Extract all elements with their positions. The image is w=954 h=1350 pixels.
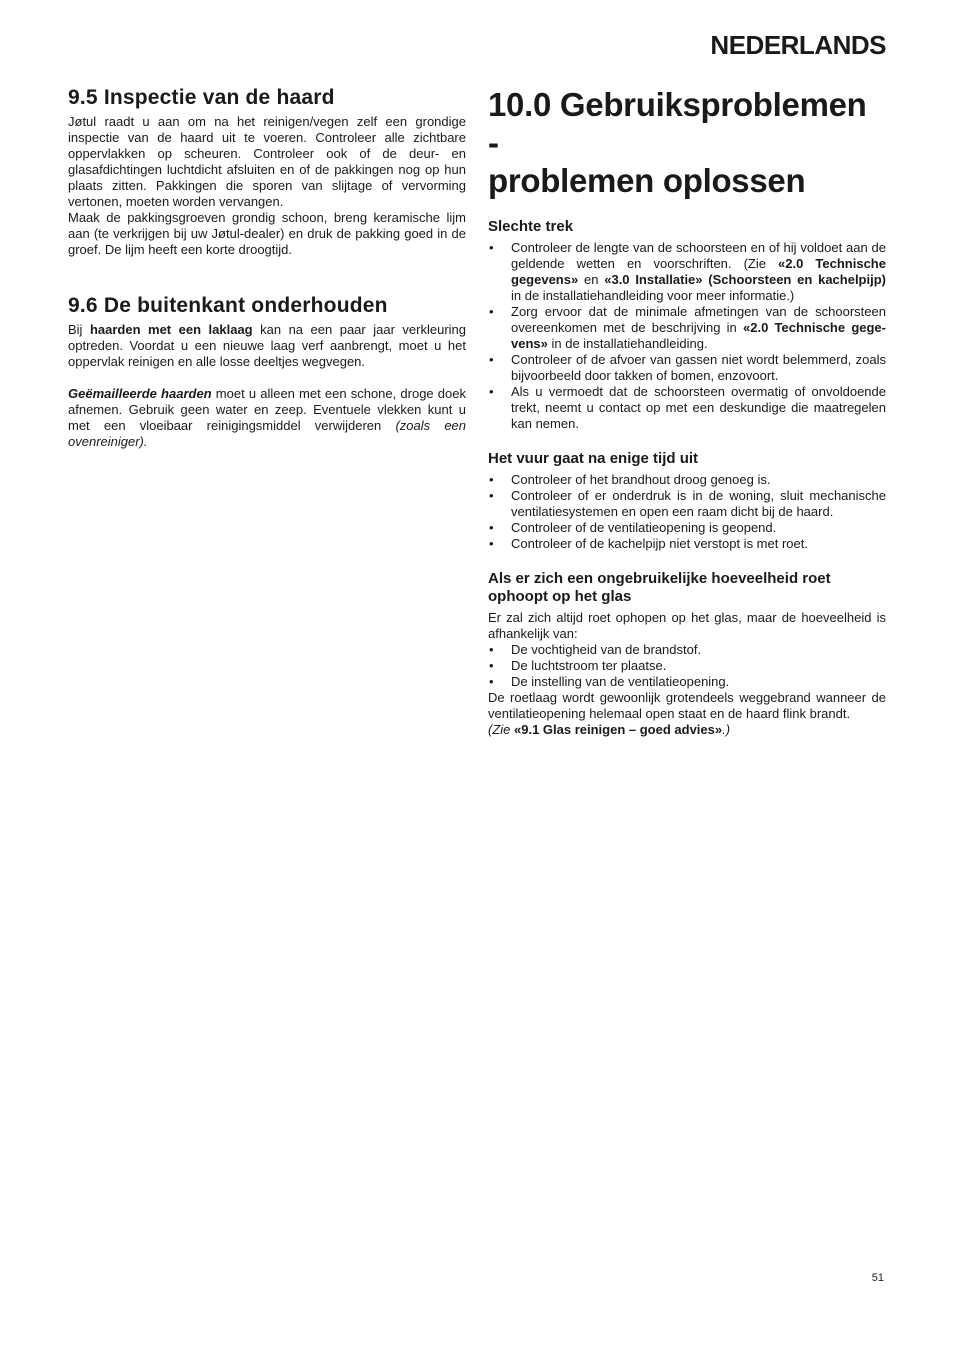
chapter-10-title: 10.0 Gebruiksproblemen - problemen oplossen	[488, 86, 867, 199]
section-9-5-title: 9.5 Inspectie van de haard	[68, 86, 335, 109]
vuur-uit-heading: Het vuur gaat na enige tijd uit	[488, 450, 699, 467]
list-item: • De vochtigheid van de brandstof.	[488, 642, 886, 658]
roet-list	[488, 642, 886, 690]
left-column	[68, 86, 466, 450]
list-item: • Controleer of de kachelpijp niet verstopt is met roet.	[488, 536, 886, 552]
list-item: • De instelling van de ventilatieopening.	[488, 674, 886, 690]
page-number: 51	[871, 1272, 884, 1284]
roet-reference: (Zie «9.1 Glas reinigen – goed advies».)	[488, 722, 731, 737]
section-9-6-title: 9.6 De buitenkant onderhouden	[68, 294, 388, 317]
roet-outro: De roetlaag wordt gewoonlijk grotendeels weggebrand wanneer de ventilatieopening helemaal open staat en de haard flink brandt.	[488, 690, 886, 721]
vuur-uit-list	[488, 472, 886, 552]
list-item: • Controleer of er onderdruk is in de woning, sluit mechanische ventilatiesystemen en open een raam dicht bij de haard.	[488, 488, 886, 520]
list-item: • Controleer of de ventilatieopening is geopend.	[488, 520, 886, 536]
language-label: NEDERLANDS	[710, 30, 886, 60]
section-9-6-paragraph-2: Geëmailleerde haarden moet u alleen met een schone, droge doek afnemen. Gebruik geen water en zeep. Eventuele vlekken kunt u met een vloeibaar reinigingsmiddel verwijderen (zoals een ovenreiniger).	[68, 386, 467, 449]
list-item: • De luchtstroom ter plaatse.	[488, 658, 886, 674]
section-9-6-paragraph-1: Bij haarden met een laklaag kan na een paar jaar verkleuring optreden. Voordat u een nieuwe laag verf aanbrengt, moet u het oppervlak reinigen en alle losse deeltjes wegvegen.	[68, 322, 467, 369]
list-item: • Controleer of de afvoer van gassen niet wordt belemmerd, zoals bijvoorbeeld door takken of bomen, enzovoort.	[488, 352, 886, 384]
list-item: • Controleer of het brandhout droog genoeg is.	[488, 472, 886, 488]
slechte-trek-heading: Slechte trek	[488, 218, 574, 235]
list-item: • Controleer de lengte van de schoorsteen en of hij voldoet aan de geldende wetten en voorschriften. (Zie «2.0 Technische gegevens» en «3.0 Installatie» (Schoorsteen en kachelpijp) in de installatiehandleiding voor meer informatie.)	[488, 240, 886, 304]
roet-heading: Als er zich een ongebruikelijke hoeveelheid roet ophoopt op het glas	[488, 570, 831, 605]
right-column	[488, 86, 886, 738]
section-9-5-paragraph-2: Maak de pakkingsgroeven grondig schoon, breng keramische lijm aan (te verkrijgen bij uw Jøtul-dealer) en druk de pakking goed in de groef. De lijm heeft een korte droogtijd.	[68, 210, 466, 257]
section-9-5-paragraph-1: Jøtul raadt u aan om na het reinigen/vegen zelf een grondige inspectie van de haard uit te voeren. Controleer alle zichtbare oppervlakken op scheuren. Controleer ook of de deur- en glasafdichtingen luchtdicht afsluiten en of de pakkingen nog op hun plaats zitten. Pakkingen die sporen van slijtage of vervorming vertonen, moeten worden vervangen.	[68, 114, 466, 209]
slechte-trek-list	[488, 240, 886, 432]
roet-intro: Er zal zich altijd roet ophopen op het glas, maar de hoeveelheid is afhankelijk van:	[488, 610, 886, 641]
list-item: • Zorg ervoor dat de minimale afmetingen van de schoorsteen overeenkomen met de beschrijving in «2.0 Technische gege-vens» in de installatiehandleiding.	[488, 304, 886, 352]
list-item: • Als u vermoedt dat de schoorsteen overmatig of onvoldoende trekt, neemt u contact op met een deskundige die maatregelen kan nemen.	[488, 384, 886, 432]
